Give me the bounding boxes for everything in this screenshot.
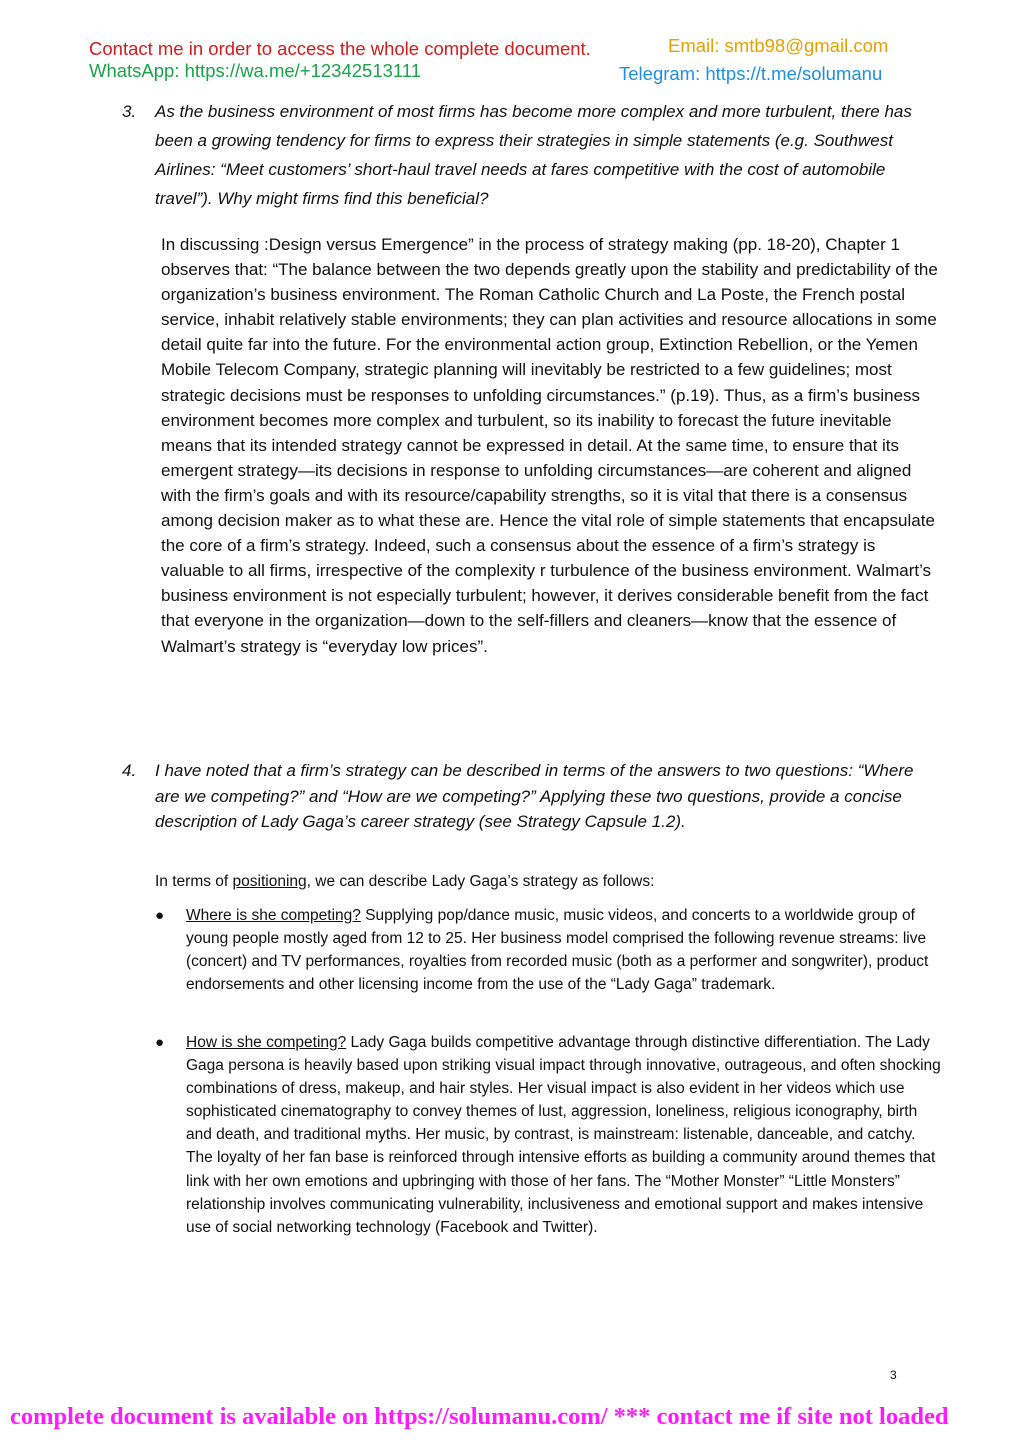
question-3-text: As the business environment of most firms has become more complex and more turbulent, there has been a growing tendency for firms to express their strategies in simple statements (e.g. Southwest Airlines: “Meet customers’ short-haul travel needs at fares competitive with the cost of automobile travel”). Why might firms find this beneficial? — [155, 102, 912, 208]
bullet-where-competing — [155, 904, 945, 996]
bullet-dot-icon: ● — [155, 1034, 165, 1051]
bullet-dot-icon: ● — [155, 907, 165, 924]
question-3-number: 3. — [122, 102, 137, 121]
answer-4-intro — [155, 871, 945, 893]
bullet-heading: Where is she competing? — [186, 907, 361, 924]
header-telegram-link[interactable]: Telegram: https://t.me/solumanu — [619, 63, 883, 84]
header-email-link[interactable]: Email: smtb98@gmail.com — [668, 35, 889, 56]
page-number: 3 — [890, 1368, 897, 1382]
footer-banner-link[interactable]: complete document is available on https://solumanu.com/ *** contact me if site not loaded — [10, 1403, 949, 1430]
answer-3-paragraph: In discussing :Design versus Emergence” in the process of strategy making (pp. 18-20), Chapter 1 observes that: “The balance between the two depends greatly upon the stability and predictability of the organization’s business environment. The Roman Catholic Church and La Poste, the French postal service, inhabit relatively stable environments; they can plan activities and resource allocations in some detail quite far into the future. For the environmental action group, Extinction Rebellion, or the Yemen Mobile Telecom Company, strategic planning will inevitably be restricted to a few guidelines; most strategic decisions must be responses to unfolding circumstances.” (p.19). Thus, as a firm’s business environment becomes more complex and turbulent, so its inability to forecast the future inevitable means that its intended strategy cannot be expressed in detail. At the same time, to ensure that its emergent strategy—its decisions in response to unfolding circumstances—are coherent and aligned with the firm’s goals and with its resource/capability strengths, so it is vital that there is a consensus among decision maker as to what these are. Hence the vital role of simple statements that encapsulate the core of a firm’s strategy. Indeed, such a consensus about the essence of a firm’s strategy is valuable to all firms, irrespective of the complexity r turbulence of the business environment. Walmart’s business environment is not especially turbulent; however, it derives considerable benefit from the fact that everyone in the organization—down to the self-fillers and cleaners—know that the essence of Walmart’s strategy is “everyday low prices”. — [161, 235, 938, 656]
question-3 — [122, 97, 942, 213]
positioning-term: positioning, — [232, 873, 311, 890]
question-4-text: I have noted that a firm’s strategy can be described in terms of the answers to two questions: “Where are we competing?” and “How are we competing?” Applying these two questions, provide a concise description of Lady Gaga’s career strategy (see Strategy Capsule 1.2). — [155, 761, 914, 831]
bullet-text: Supplying pop/dance music, music videos, and concerts to a worldwide group of young people mostly aged from 12 to 25. Her business model comprised the following revenue streams: live (concert) and TV performances, royalties from recorded music (both as a performer and songwriter), product endorsements and other licensing income from the use of the “Lady Gaga” trademark. — [186, 907, 929, 994]
bullet-heading: How is she competing? — [186, 1034, 347, 1051]
header-whatsapp-link[interactable]: WhatsApp: https://wa.me/+12342513111 — [89, 60, 422, 81]
intro-before: In terms of — [155, 873, 233, 890]
bullet-text: Lady Gaga builds competitive advantage through distinctive differentiation. The Lady Gaga persona is heavily based upon striking visual impact through innovative, outrageous, and often shocking combinations of dress, makeup, and hair styles. Her visual impact is also evident in her videos which use sophisticated cinematography to convey themes of lust, aggression, loneliness, religious iconography, birth and death, and traditional myths. Her music, by contrast, is mainstream: listenable, danceable, and catchy. The loyalty of her fan base is reinforced through intensive efforts as building a community around themes that link with her own emotions and upbringing with those of her fans. The “Mother Monster” “Little Monsters” relationship involves communicating vulnerability, inclusiveness and emotional support and makes intensive use of social networking technology (Facebook and Twitter). — [186, 1034, 941, 1236]
question-4-number: 4. — [122, 761, 137, 780]
question-4 — [122, 758, 942, 835]
header-contact-text: Contact me in order to access the whole complete document. — [89, 38, 591, 59]
bullet-how-competing — [155, 1031, 945, 1239]
intro-after: we can describe Lady Gaga’s strategy as follows: — [310, 873, 655, 890]
